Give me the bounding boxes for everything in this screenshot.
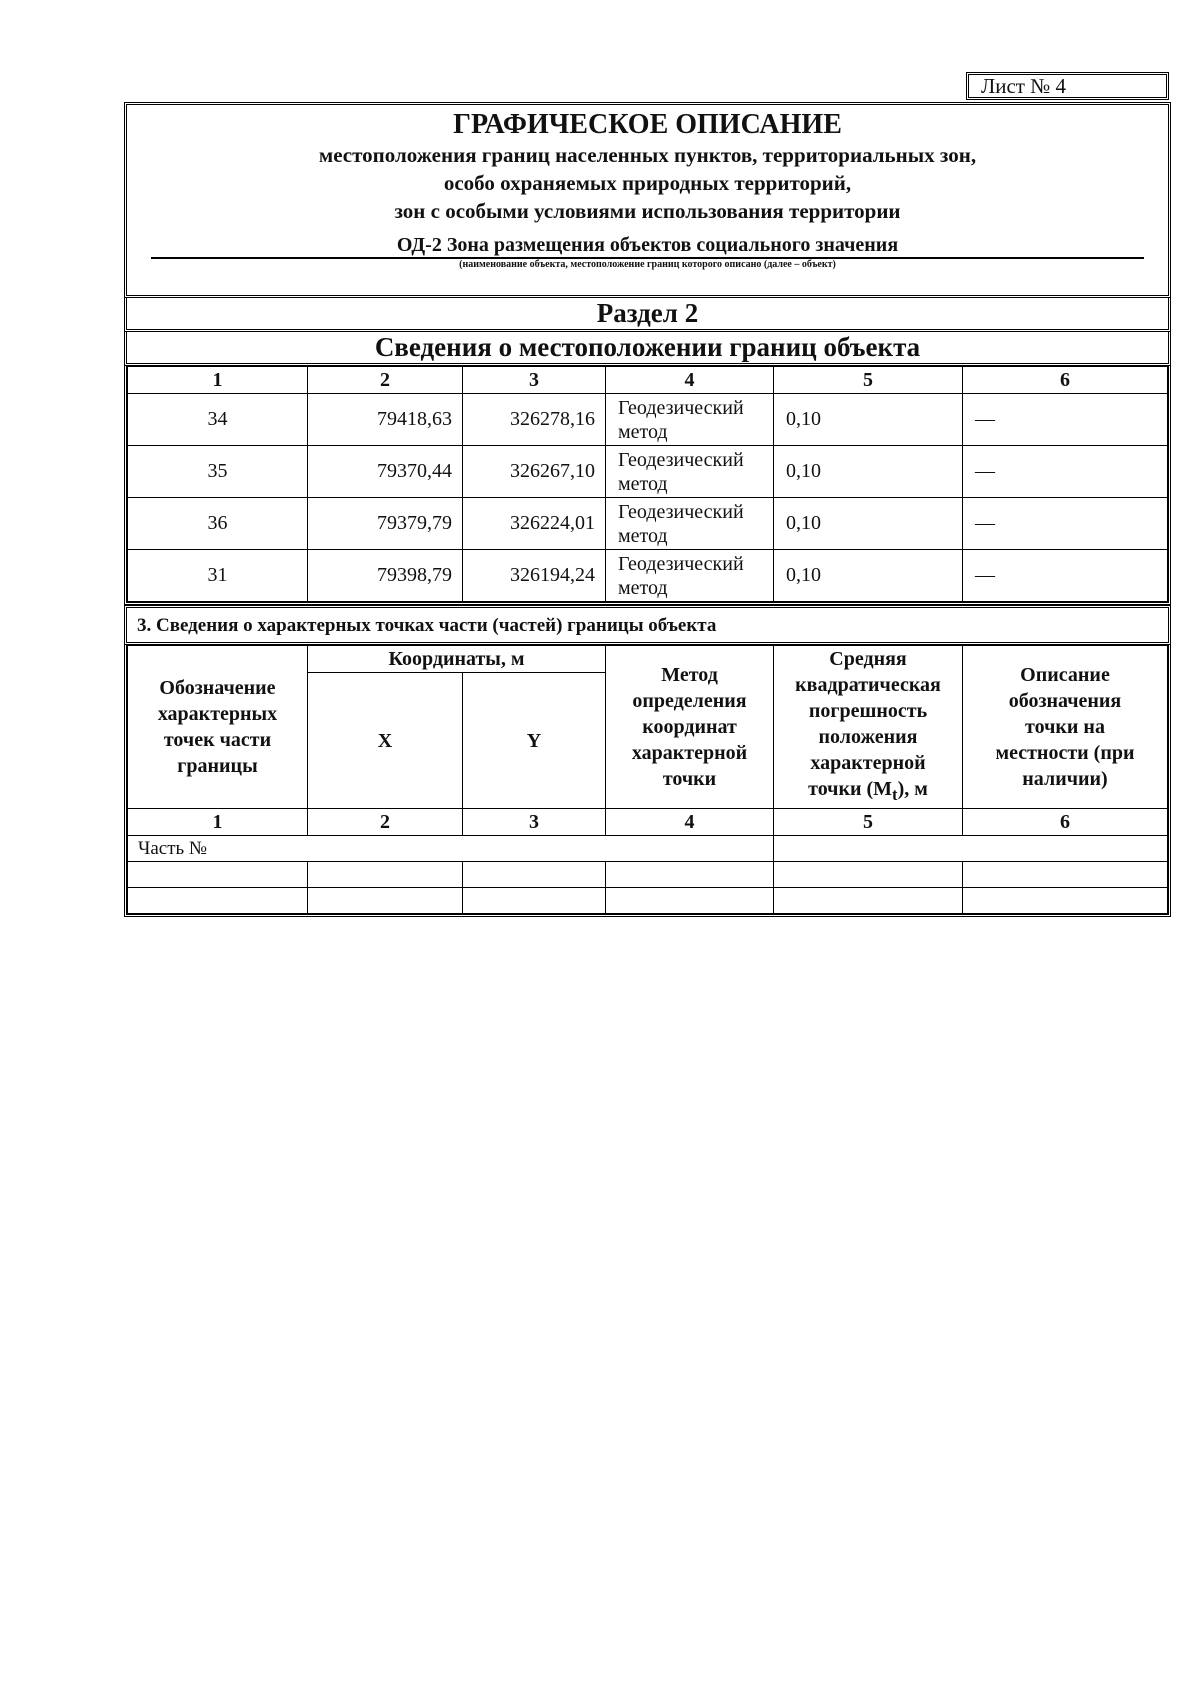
col-number: 6 [963, 809, 1168, 836]
subscript-t: t [892, 785, 898, 804]
method-line-1: Геодезический [618, 448, 744, 471]
header-text: положения [818, 726, 918, 748]
header-text [774, 776, 962, 808]
method-line-2: метод [618, 576, 668, 599]
empty-row [128, 888, 1168, 914]
point-method [606, 394, 774, 446]
header-text: точек части [163, 729, 272, 751]
object-name: ОД-2 Зона размещения объектов социального значения [396, 234, 899, 256]
part-header-row-1 [128, 646, 1168, 673]
col-number: 5 [774, 367, 963, 394]
header-text: характерной [810, 752, 926, 774]
header-coordinates: Координаты, м [308, 646, 606, 673]
empty-cell [463, 888, 606, 914]
part-label: Часть № [128, 836, 774, 862]
col-number: 6 [963, 367, 1168, 394]
point-y: 326224,01 [463, 498, 606, 550]
table-row [128, 498, 1168, 550]
point-y: 326278,16 [463, 394, 606, 446]
section-title-text: Раздел 2 [596, 298, 699, 328]
header-text: границы [177, 755, 258, 777]
col-number: 4 [606, 809, 774, 836]
table-row [128, 394, 1168, 446]
point-id: 36 [128, 498, 308, 550]
object-caption: (наименование объекта, местоположение границ которого описано (далее – объект) [459, 259, 836, 270]
header-text: Обозначение [159, 677, 276, 699]
table-row [128, 550, 1168, 602]
point-method [606, 446, 774, 498]
sheet-number-box [966, 72, 1169, 100]
table-row [128, 446, 1168, 498]
header-text: определения [632, 690, 747, 712]
empty-cell [774, 836, 1168, 862]
point-accuracy: 0,10 [774, 498, 963, 550]
header-text: Средняя [829, 648, 907, 670]
part-section-title-text: 3. Сведения о характерных точках части (частей) границы объекта [137, 615, 717, 636]
header-text: погрешность [808, 700, 928, 722]
point-method [606, 550, 774, 602]
point-x: 79370,44 [308, 446, 463, 498]
header-point-designation [128, 646, 308, 809]
method-line-1: Геодезический [618, 500, 744, 523]
document-title: ГРАФИЧЕСКОЕ ОПИСАНИЕ [453, 109, 842, 140]
header-text: характерных [157, 703, 278, 725]
header-description [963, 646, 1168, 809]
header-text: Метод [661, 664, 718, 686]
header-text: характерной [631, 742, 748, 764]
point-accuracy: 0,10 [774, 550, 963, 602]
point-accuracy: 0,10 [774, 394, 963, 446]
column-number-row [128, 367, 1168, 394]
method-line-1: Геодезический [618, 552, 744, 575]
subtitle-line-1: местоположения границ населенных пунктов, территориальных зон, [318, 143, 977, 167]
col-number: 3 [463, 809, 606, 836]
empty-cell [308, 862, 463, 888]
header-text: местности (при [995, 742, 1135, 764]
col-number: 1 [128, 809, 308, 836]
header-x: X [308, 673, 463, 809]
empty-cell [963, 862, 1168, 888]
point-y: 326194,24 [463, 550, 606, 602]
point-description: — [963, 446, 1168, 498]
header-text: квадратическая [795, 674, 941, 696]
header-text: наличии) [1022, 768, 1108, 790]
point-id: 35 [128, 446, 308, 498]
method-line-2: метод [618, 420, 668, 443]
point-description: — [963, 550, 1168, 602]
point-description: — [963, 394, 1168, 446]
boundary-points-table [124, 366, 1171, 605]
col-number: 4 [606, 367, 774, 394]
part-points-table [124, 645, 1171, 917]
col-number: 1 [128, 367, 308, 394]
empty-cell [606, 862, 774, 888]
empty-row [128, 862, 1168, 888]
subtitle-line-2: особо охраняемых природных территорий, [443, 171, 852, 195]
method-line-2: метод [618, 472, 668, 495]
point-id: 34 [128, 394, 308, 446]
empty-cell [774, 888, 963, 914]
header-text: Описание [1020, 664, 1110, 686]
empty-cell [463, 862, 606, 888]
empty-cell [606, 888, 774, 914]
col-number: 2 [308, 809, 463, 836]
column-number-row [128, 809, 1168, 836]
section-subtitle [124, 332, 1171, 366]
document-frame [124, 102, 1171, 917]
empty-cell [128, 862, 308, 888]
header-text-part: ), м [897, 778, 928, 800]
part-label-row [128, 836, 1168, 862]
header-text: обозначения [1008, 690, 1122, 712]
section-subtitle-text: Сведения о местоположении границ объекта [374, 332, 921, 362]
empty-cell [128, 888, 308, 914]
header-text: точки [662, 768, 717, 790]
col-number: 3 [463, 367, 606, 394]
part-section-title [124, 605, 1171, 645]
point-method [606, 498, 774, 550]
point-id: 31 [128, 550, 308, 602]
point-description: — [963, 498, 1168, 550]
empty-cell [774, 862, 963, 888]
empty-cell [963, 888, 1168, 914]
header-text: координат [642, 716, 737, 738]
point-x: 79379,79 [308, 498, 463, 550]
point-y: 326267,10 [463, 446, 606, 498]
point-x: 79398,79 [308, 550, 463, 602]
subtitle-line-3: зон с особыми условиями использования территории [394, 199, 901, 223]
document-header [124, 102, 1171, 298]
point-accuracy: 0,10 [774, 446, 963, 498]
method-line-2: метод [618, 524, 668, 547]
empty-cell [308, 888, 463, 914]
header-text-part: точки (M [808, 778, 893, 800]
point-x: 79418,63 [308, 394, 463, 446]
sheet-number: Лист № 4 [981, 74, 1067, 98]
col-number: 2 [308, 367, 463, 394]
header-accuracy [774, 646, 963, 809]
method-line-1: Геодезический [618, 396, 744, 419]
header-text: точки на [1025, 716, 1105, 738]
col-number: 5 [774, 809, 963, 836]
header-method [606, 646, 774, 809]
header-y: Y [463, 673, 606, 809]
section-title [124, 298, 1171, 332]
